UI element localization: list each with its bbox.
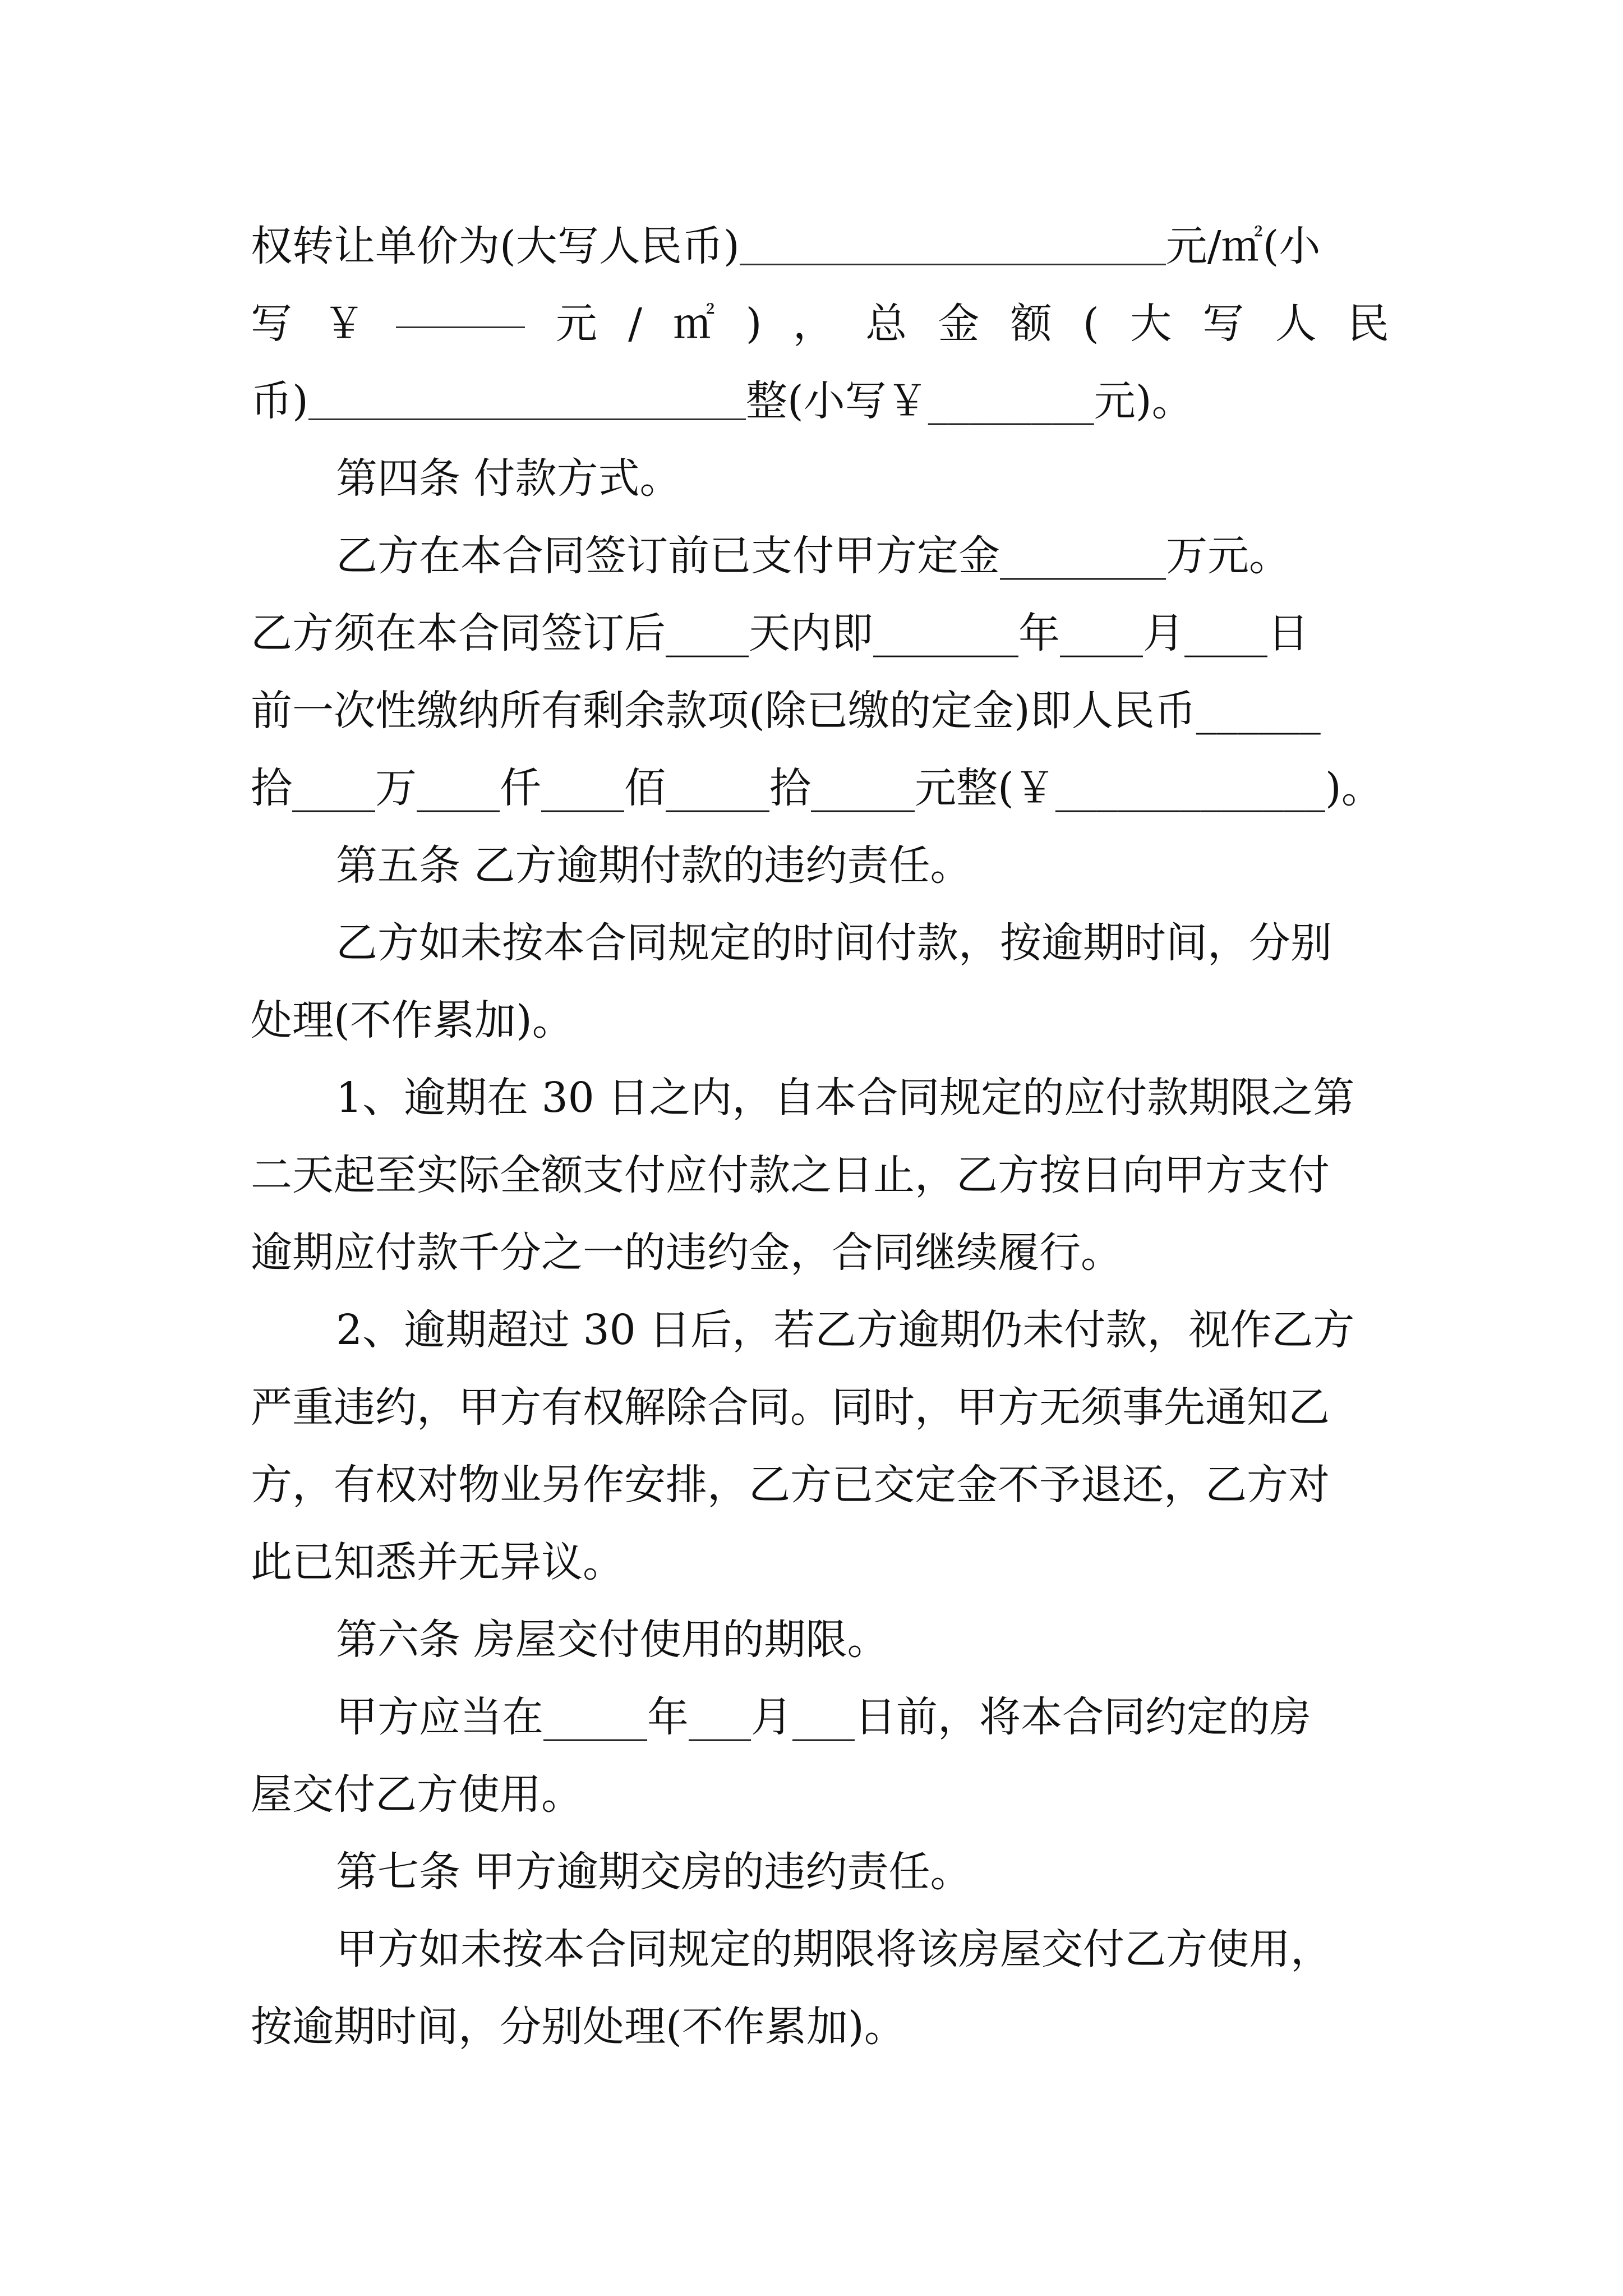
text-line: 甲方如未按本合同规定的期限将该房屋交付乙方使用，: [336, 1925, 1332, 1973]
text-line: 逾期应付款千分之一的违约金，合同继续履行。: [251, 1228, 1122, 1277]
section-heading: 第七条 甲方逾期交房的违约责任。: [336, 1848, 972, 1896]
text-line: 二天起至实际全额支付应付款之日止，乙方按日向甲方支付: [251, 1151, 1330, 1199]
text-line: 2、逾期超过 30 日后，若乙方逾期仍未付款，视作乙方: [336, 1306, 1355, 1354]
fill-blank: [396, 285, 525, 328]
section-heading: 第五条 乙方逾期付款的违约责任。: [336, 841, 972, 890]
text-line: 乙方在本合同签订前已支付甲方定金________万元。: [336, 532, 1290, 580]
text-line: 方，有权对物业另作安排，乙方已交定金不予退还，乙方对: [251, 1461, 1330, 1509]
line-text: 币): [251, 377, 308, 425]
line-text: 权转让单价为(大写人民币): [251, 222, 740, 270]
text-line: 1、逾期在 30 日之内，自本合同规定的应付款期限之第: [336, 1074, 1355, 1122]
text-line: 处理(不作累加)。: [251, 996, 574, 1045]
section-heading: 第六条 房屋交付使用的期限。: [336, 1616, 889, 1664]
section-heading: 第四条 付款方式。: [336, 454, 681, 503]
line-text-tail: 元/㎡(小: [1165, 222, 1321, 270]
text-line: 按逾期时间，分别处理(不作累加)。: [251, 2003, 906, 2051]
fill-blank: [740, 222, 1166, 265]
line-text-tail: 整(小写￥________元)。: [745, 377, 1193, 425]
document-body: [251, 208, 1389, 2065]
text-line: 前一次性缴纳所有剩余款项(除已缴的定金)即人民币______: [251, 687, 1321, 735]
text-line: [251, 362, 1389, 440]
text-line: 严重违约，甲方有权解除合同。同时，甲方无须事先通知乙: [251, 1383, 1330, 1432]
text-line: 此已知悉并无异议。: [251, 1538, 624, 1586]
text-line: 甲方应当在_____年___月___日前，将本合同约定的房: [336, 1693, 1311, 1741]
text-line: 屋交付乙方使用。: [251, 1770, 583, 1819]
text-line: 乙方须在本合同签订后____天内即_______年____月____日: [251, 609, 1309, 657]
text-line: 拾____万____仟____佰_____拾_____元整(￥_____________)。: [251, 764, 1383, 812]
text-line: [251, 208, 1389, 285]
text-line: 写 ￥ 元 / ㎡ ) ， 总 金 额 ( 大 写 人 民: [251, 285, 1389, 362]
fill-blank: [308, 377, 746, 420]
text-line: 乙方如未按本合同规定的时间付款，按逾期时间，分别: [336, 919, 1332, 967]
